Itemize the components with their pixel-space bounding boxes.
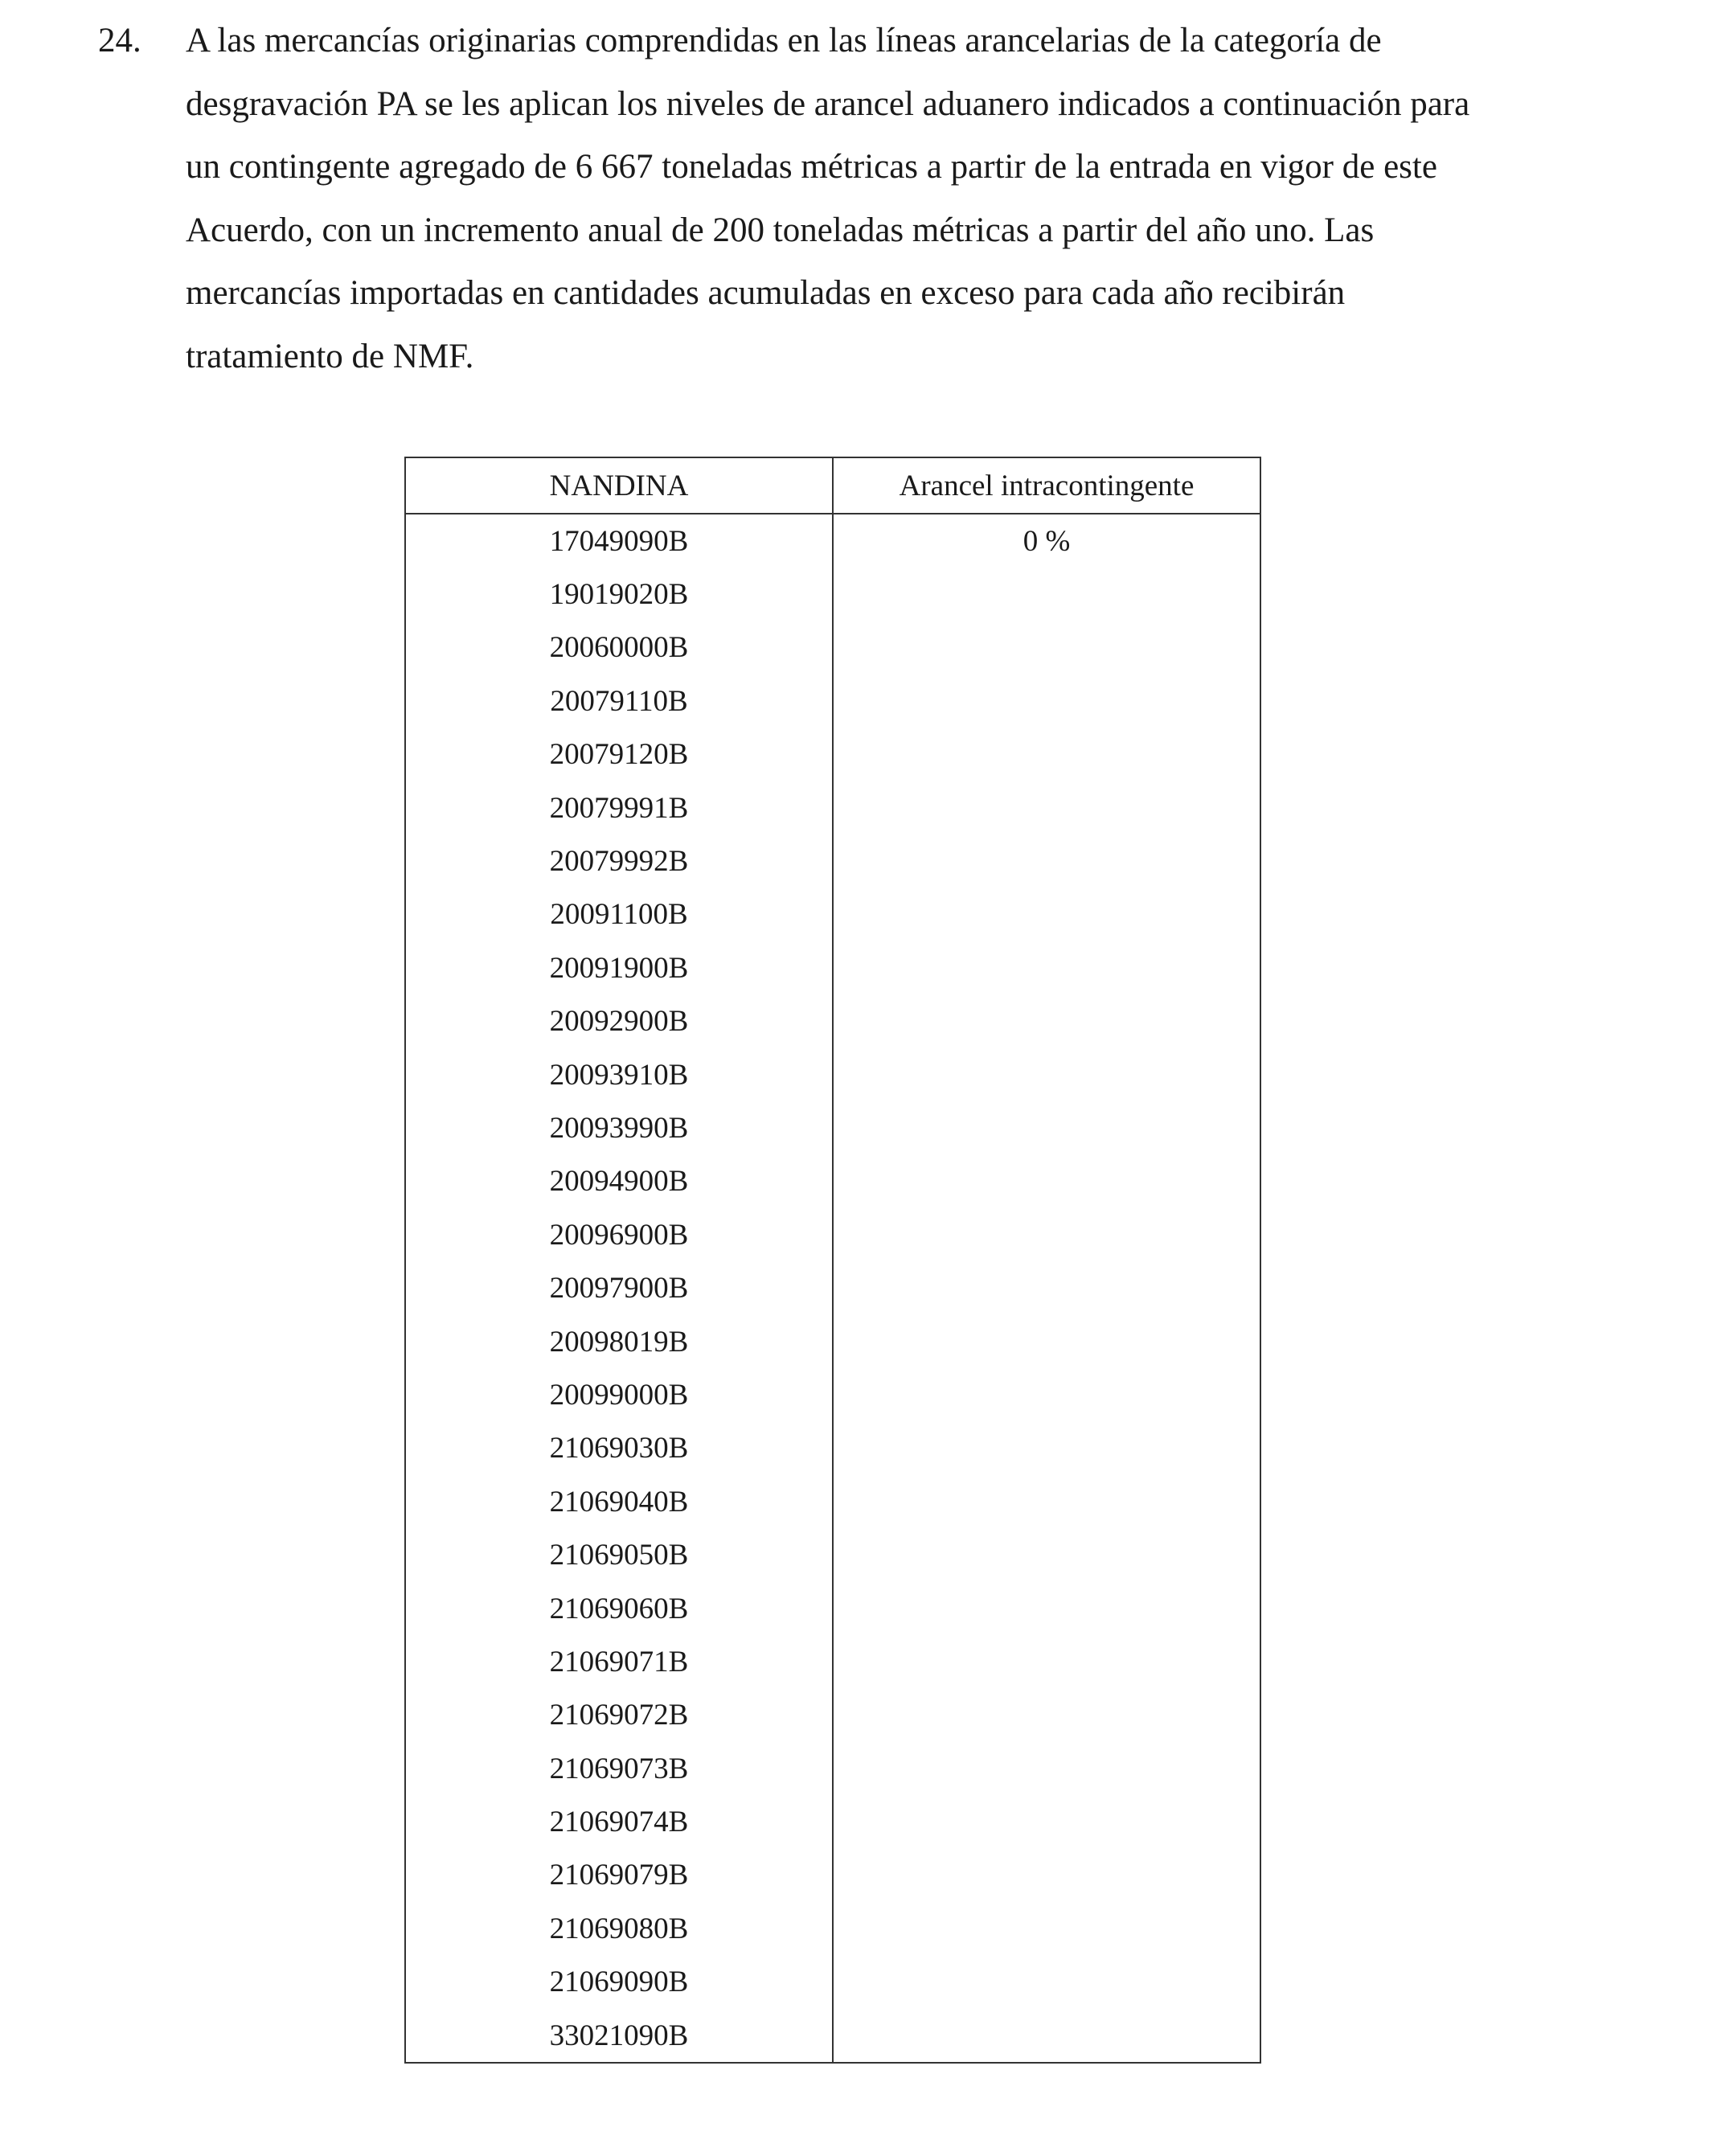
table-row — [405, 1528, 1260, 1581]
nandina-code-cell: 21069090B — [405, 1956, 833, 2009]
tariff-table-container — [404, 457, 1261, 2064]
header-arancel-intracontingente: Arancel intracontingente — [833, 457, 1260, 514]
table-row — [405, 1101, 1260, 1154]
paragraph-line: tratamiento de NMF. — [186, 337, 474, 375]
nandina-code-cell: 20079992B — [405, 834, 833, 887]
nandina-code-cell: 20079991B — [405, 781, 833, 834]
paragraph-line: desgravación PA se les aplican los niveles de arancel aduanero indicados a continuación para — [186, 84, 1470, 123]
table-row — [405, 568, 1260, 621]
nandina-code-cell: 20091900B — [405, 941, 833, 994]
nandina-code-cell: 20098019B — [405, 1315, 833, 1368]
nandina-code-cell: 21069040B — [405, 1475, 833, 1528]
rate-cell — [833, 941, 1260, 994]
header-nandina: NANDINA — [405, 457, 833, 514]
nandina-code-cell: 20097900B — [405, 1261, 833, 1314]
table-row — [405, 514, 1260, 568]
nandina-code-cell: 20092900B — [405, 995, 833, 1048]
rate-cell — [833, 1422, 1260, 1475]
paragraph-line: A las mercancías originarias comprendidas en las líneas arancelarias de la categoría de — [186, 22, 1382, 59]
table-row — [405, 2009, 1260, 2063]
rate-cell — [833, 1208, 1260, 1261]
nandina-code-cell: 17049090B — [405, 514, 833, 568]
paragraph-text — [186, 10, 1681, 388]
table-row — [405, 1956, 1260, 2009]
table-row — [405, 1048, 1260, 1101]
table-row — [405, 1155, 1260, 1208]
rate-cell — [833, 1582, 1260, 1635]
rate-cell — [833, 834, 1260, 887]
rate-cell — [833, 1635, 1260, 1688]
table-body — [405, 514, 1260, 2063]
nandina-code-cell: 20093990B — [405, 1101, 833, 1154]
rate-cell — [833, 621, 1260, 674]
paragraph-line: mercancías importadas en cantidades acumuladas en exceso para cada año recibirán — [186, 274, 1346, 312]
tariff-table — [404, 457, 1261, 2064]
rate-cell — [833, 1155, 1260, 1208]
nandina-code-cell: 20094900B — [405, 1155, 833, 1208]
table-row — [405, 1582, 1260, 1635]
rate-cell — [833, 1742, 1260, 1795]
nandina-code-cell: 21069060B — [405, 1582, 833, 1635]
rate-cell — [833, 1101, 1260, 1154]
table-row — [405, 1315, 1260, 1368]
nandina-code-cell: 19019020B — [405, 568, 833, 621]
nandina-code-cell: 33021090B — [405, 2009, 833, 2063]
rate-cell — [833, 888, 1260, 941]
nandina-code-cell: 21069030B — [405, 1422, 833, 1475]
table-row — [405, 995, 1260, 1048]
rate-cell — [833, 781, 1260, 834]
table-row — [405, 621, 1260, 674]
rate-cell — [833, 1689, 1260, 1742]
rate-cell: 0 % — [833, 514, 1260, 568]
rate-cell — [833, 1956, 1260, 2009]
rate-cell — [833, 1315, 1260, 1368]
table-row — [405, 834, 1260, 887]
table-row — [405, 674, 1260, 728]
nandina-code-cell: 20096900B — [405, 1208, 833, 1261]
nandina-code-cell: 20091100B — [405, 888, 833, 941]
rate-cell — [833, 674, 1260, 728]
nandina-code-cell: 21069072B — [405, 1689, 833, 1742]
table-row — [405, 1795, 1260, 1848]
table-row — [405, 941, 1260, 994]
paragraph-line: un contingente agregado de 6 667 toneladas métricas a partir de la entrada en vigor de este — [186, 148, 1437, 186]
nandina-code-cell: 21069073B — [405, 1742, 833, 1795]
rate-cell — [833, 1902, 1260, 1955]
nandina-code-cell: 20079110B — [405, 674, 833, 728]
paragraph-line: Acuerdo, con un incremento anual de 200 toneladas métricas a partir del año uno. Las — [186, 211, 1375, 249]
rate-cell — [833, 728, 1260, 781]
rate-cell — [833, 1368, 1260, 1421]
nandina-code-cell: 21069080B — [405, 1902, 833, 1955]
table-row — [405, 1422, 1260, 1475]
table-header-row — [405, 457, 1260, 514]
rate-cell — [833, 1795, 1260, 1848]
paragraph-number: 24. — [98, 22, 141, 59]
table-row — [405, 888, 1260, 941]
rate-cell — [833, 1849, 1260, 1902]
table-row — [405, 1475, 1260, 1528]
table-row — [405, 1742, 1260, 1795]
table-row — [405, 1261, 1260, 1314]
table-row — [405, 1208, 1260, 1261]
nandina-code-cell: 20060000B — [405, 621, 833, 674]
rate-cell — [833, 1048, 1260, 1101]
table-row — [405, 728, 1260, 781]
nandina-code-cell: 20079120B — [405, 728, 833, 781]
table-row — [405, 1902, 1260, 1955]
nandina-code-cell: 20093910B — [405, 1048, 833, 1101]
table-row — [405, 1689, 1260, 1742]
rate-cell — [833, 1261, 1260, 1314]
nandina-code-cell: 21069071B — [405, 1635, 833, 1688]
table-row — [405, 1635, 1260, 1688]
nandina-code-cell: 21069079B — [405, 1849, 833, 1902]
rate-cell — [833, 995, 1260, 1048]
rate-cell — [833, 2009, 1260, 2063]
table-row — [405, 1368, 1260, 1421]
table-row — [405, 781, 1260, 834]
rate-cell — [833, 568, 1260, 621]
rate-cell — [833, 1528, 1260, 1581]
nandina-code-cell: 21069074B — [405, 1795, 833, 1848]
table-row — [405, 1849, 1260, 1902]
nandina-code-cell: 20099000B — [405, 1368, 833, 1421]
nandina-code-cell: 21069050B — [405, 1528, 833, 1581]
rate-cell — [833, 1475, 1260, 1528]
